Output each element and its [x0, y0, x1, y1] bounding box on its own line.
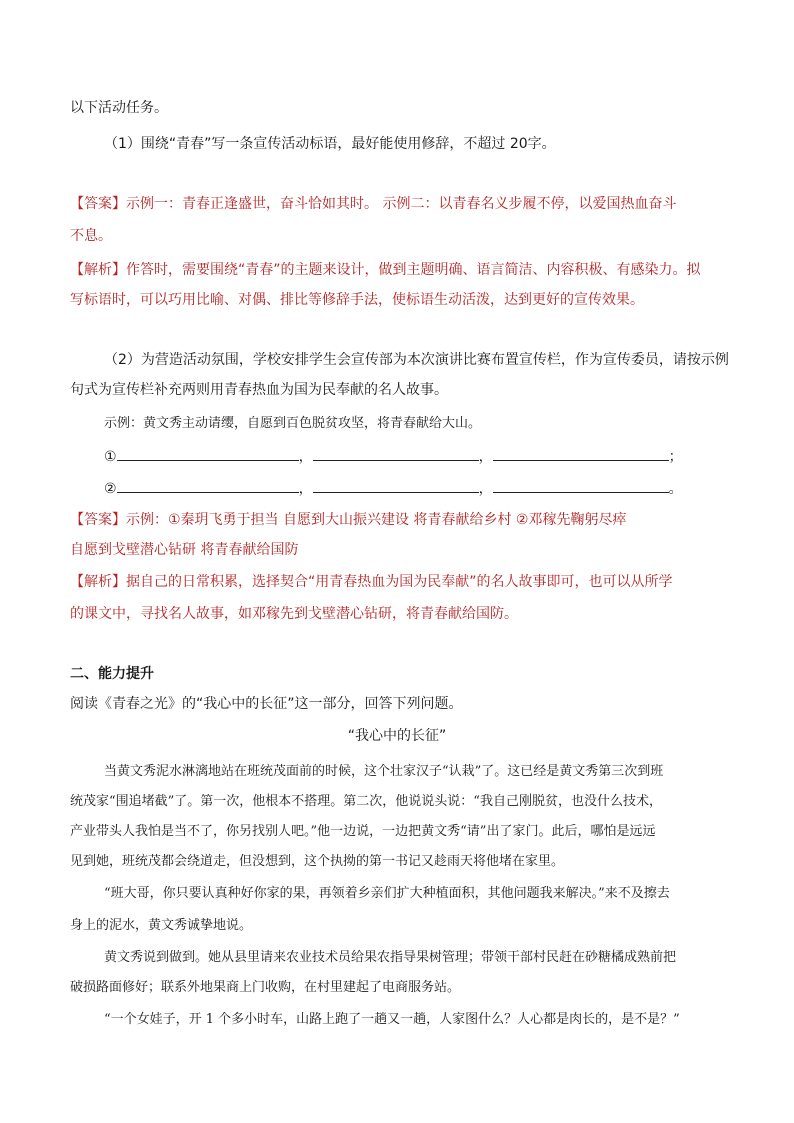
section-heading: 二、能力提升	[70, 666, 154, 682]
comma: ，	[298, 449, 313, 465]
passage-p1-line-2: 统茂家“围追堵截”了。第一次，他根本不搭理。第二次，他说说头说：“我自己刚脱贫，也没什么技术，	[70, 794, 662, 809]
intro-line: 以下活动任务。	[70, 100, 168, 116]
comma: ，	[478, 449, 493, 465]
fill-blank[interactable]	[313, 478, 479, 493]
q2-example: 示例：黄文秀主动请缨，自愿到百色脱贫攻坚，将青春献给大山。	[104, 416, 482, 431]
q1-analysis-line-1	[70, 260, 701, 280]
q2-answer-line-1	[70, 510, 626, 530]
q2-question-line-2: 句式为宣传栏补充两则用青春热血为国为民奉献的名人故事。	[70, 382, 448, 398]
reading-instruction: 阅读《青春之光》的“我心中的长征”这一部分，回答下列问题。	[70, 696, 463, 712]
comma: ，	[298, 481, 313, 497]
q2-answer-text: 示例：①秦玥飞勇于担当 自愿到大山振兴建设 将青春献给乡村 ②邓稼先鞠躬尽瘁	[126, 512, 627, 528]
q1-answer-line-2: 不息。	[70, 228, 112, 244]
fill-blank[interactable]	[117, 446, 299, 461]
q2-blank-row-2	[104, 478, 683, 499]
passage-p2-line-1: “班大哥，你只要认真种好你家的果，再领着乡亲们扩大种植面积，其他问题我来解决。”来不及擦去	[104, 886, 670, 901]
fill-blank[interactable]	[493, 478, 669, 493]
passage-p2-line-2: 身上的泥水，黄文秀诚挚地说。	[70, 918, 253, 933]
q1-question: （1）围绕“青春”写一条宣传活动标语，最好能使用修辞，不超过 20字。	[104, 136, 556, 152]
passage-p3-line-1: 黄文秀说到做到。她从县里请来农业技术员给果农指导果树管理；带领干部村民赶在砂糖橘成熟前把	[104, 950, 677, 965]
passage-p3-line-2: 破损路面修好；联系外地果商上门收购，在村里建起了电商服务站。	[70, 980, 461, 995]
fill-blank[interactable]	[117, 478, 299, 493]
fill-blank[interactable]	[493, 446, 669, 461]
answer-label: 【答案】	[70, 196, 126, 212]
q2-question-line-1: （2）为营造活动氛围，学校安排学生会宣传部为本次演讲比赛布置宣传栏，作为宣传委员，请按示例	[104, 352, 729, 368]
q2-blank-row-1	[104, 446, 683, 467]
q2-answer-line-2: 自愿到戈壁潜心钻研 将青春献给国防	[70, 542, 299, 558]
circled-number-2: ②	[104, 481, 117, 497]
circled-number-1: ①	[104, 449, 117, 465]
q1-analysis-text: 作答时，需要围绕“青春”的主题来设计，做到主题明确、语言简洁、内容积极、有感染力。拟	[126, 262, 701, 278]
answer-label: 【答案】	[70, 512, 126, 528]
passage-title: “我心中的长征”	[347, 728, 447, 744]
semicolon: ；	[668, 449, 683, 465]
q1-analysis-line-2: 写标语时，可以巧用比喻、对偶、排比等修辞手法，使标语生动活泼，达到更好的宣传效果。	[70, 292, 644, 308]
passage-p4-line-1: “一个女娃子，开 1 个多小时车，山路上跑了一趟又一趟，人家图什么？人心都是肉长的，是不是？”	[104, 1012, 680, 1027]
q2-analysis-line-2: 的课文中，寻找名人故事，如邓稼先到戈壁潜心钻研，将青春献给国防。	[70, 606, 518, 622]
q1-answer-line-1	[70, 194, 676, 214]
period: 。	[668, 481, 683, 497]
analysis-label: 【解析】	[70, 574, 126, 590]
fill-blank[interactable]	[313, 446, 479, 461]
q2-analysis-line-1	[70, 572, 673, 592]
q1-answer-text: 示例一：青春正逢盛世，奋斗恰如其时。 示例二：以青春名义步履不停，以爱国热血奋斗	[126, 196, 677, 212]
q2-analysis-text: 据自己的日常积累，选择契合“用青春热血为国为民奉献”的名人故事即可，也可以从所学	[126, 574, 673, 590]
passage-p1-line-4: 见到她，班统茂都会绕道走，但没想到，这个执拗的第一书记又趁雨天将他堵在家里。	[70, 854, 565, 869]
comma: ，	[478, 481, 493, 497]
analysis-label: 【解析】	[70, 262, 126, 278]
passage-p1-line-3: 产业带头人我怕是当不了，你另找别人吧。”他一边说，一边把黄文秀“请”出了家门。此后，哪怕是远远	[70, 824, 656, 839]
passage-p1-line-1: 当黄文秀泥水淋漓地站在班统茂面前的时候，这个壮家汉子“认栽”了。这已经是黄文秀第三次到班	[104, 764, 664, 779]
